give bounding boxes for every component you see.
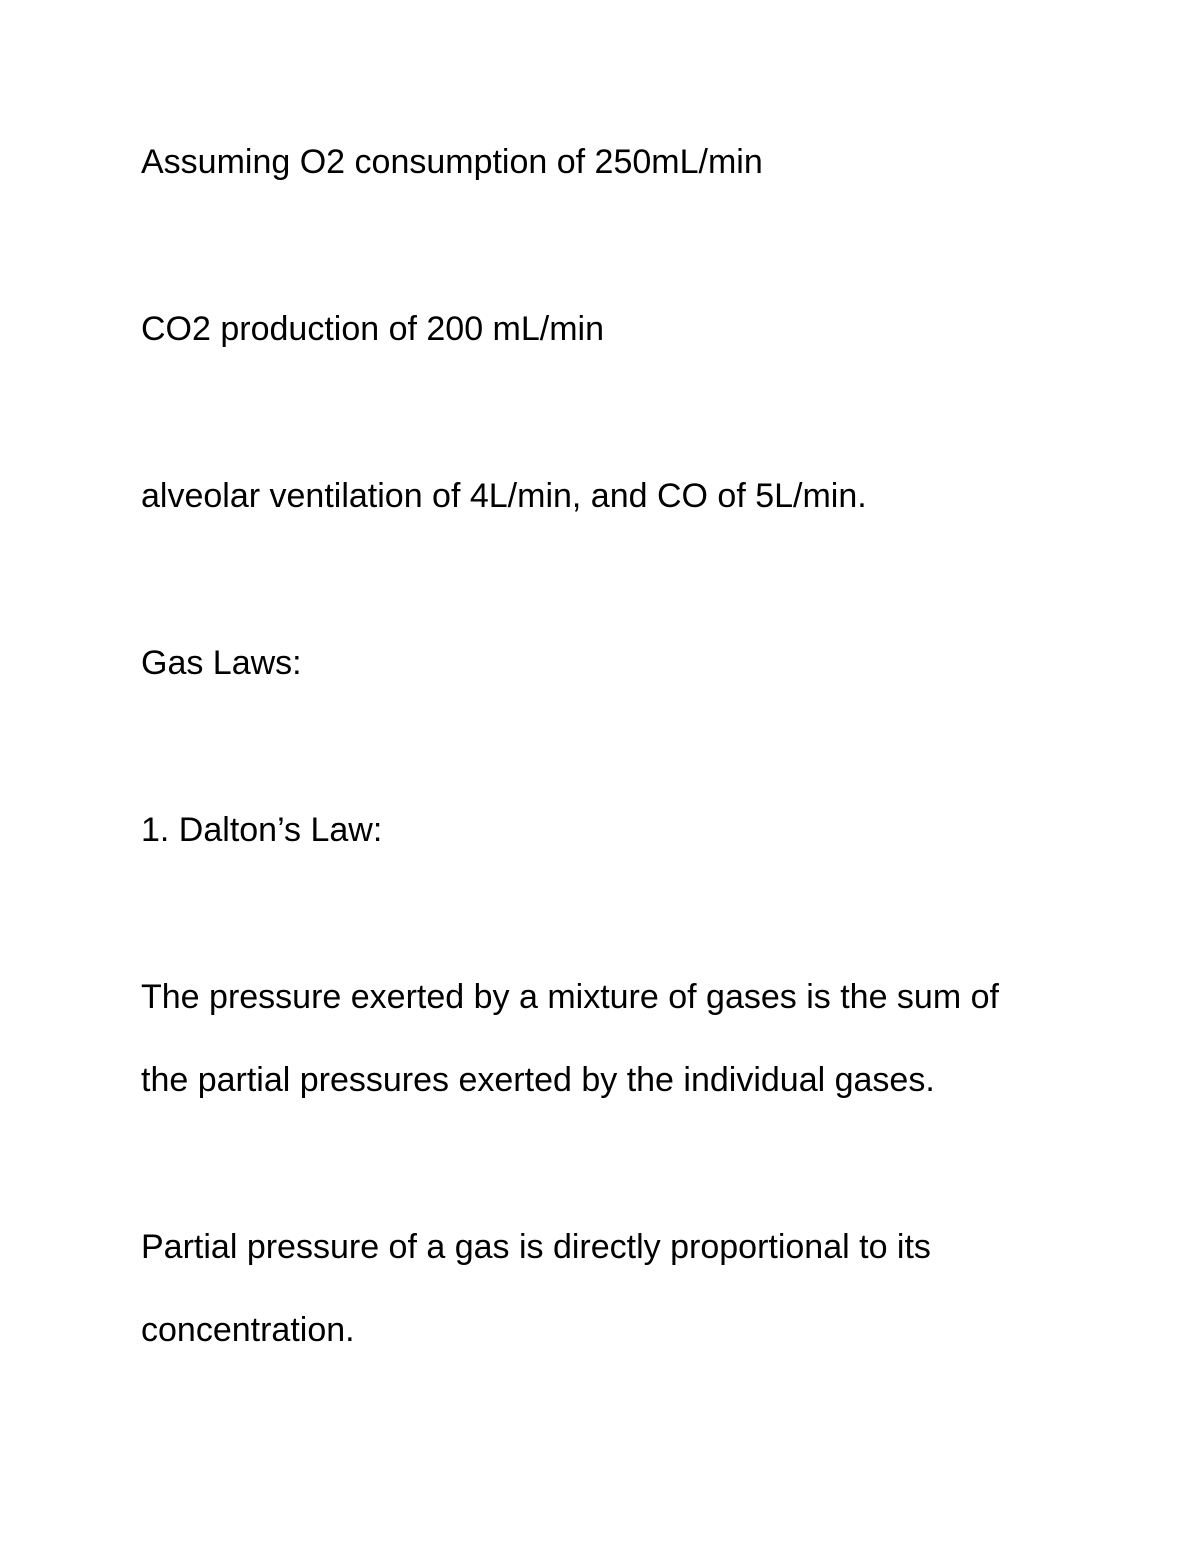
text-line-partial-pressure-1: Partial pressure of a gas is directly proportional to its [141, 1228, 931, 1266]
heading-daltons-law: 1. Dalton’s Law: [141, 811, 383, 849]
text-line-dalton-definition-1: The pressure exerted by a mixture of gases is the sum of [141, 978, 999, 1016]
text-line-dalton-definition-2: the partial pressures exerted by the individual gases. [141, 1061, 935, 1099]
text-line-co2-production: CO2 production of 200 mL/min [141, 310, 605, 348]
heading-gas-laws: Gas Laws: [141, 644, 302, 682]
text-line-o2-consumption: Assuming O2 consumption of 250mL/min [141, 143, 763, 181]
text-line-partial-pressure-2: concentration. [141, 1311, 355, 1349]
text-line-ventilation-co: alveolar ventilation of 4L/min, and CO of 5L/min. [141, 477, 867, 515]
